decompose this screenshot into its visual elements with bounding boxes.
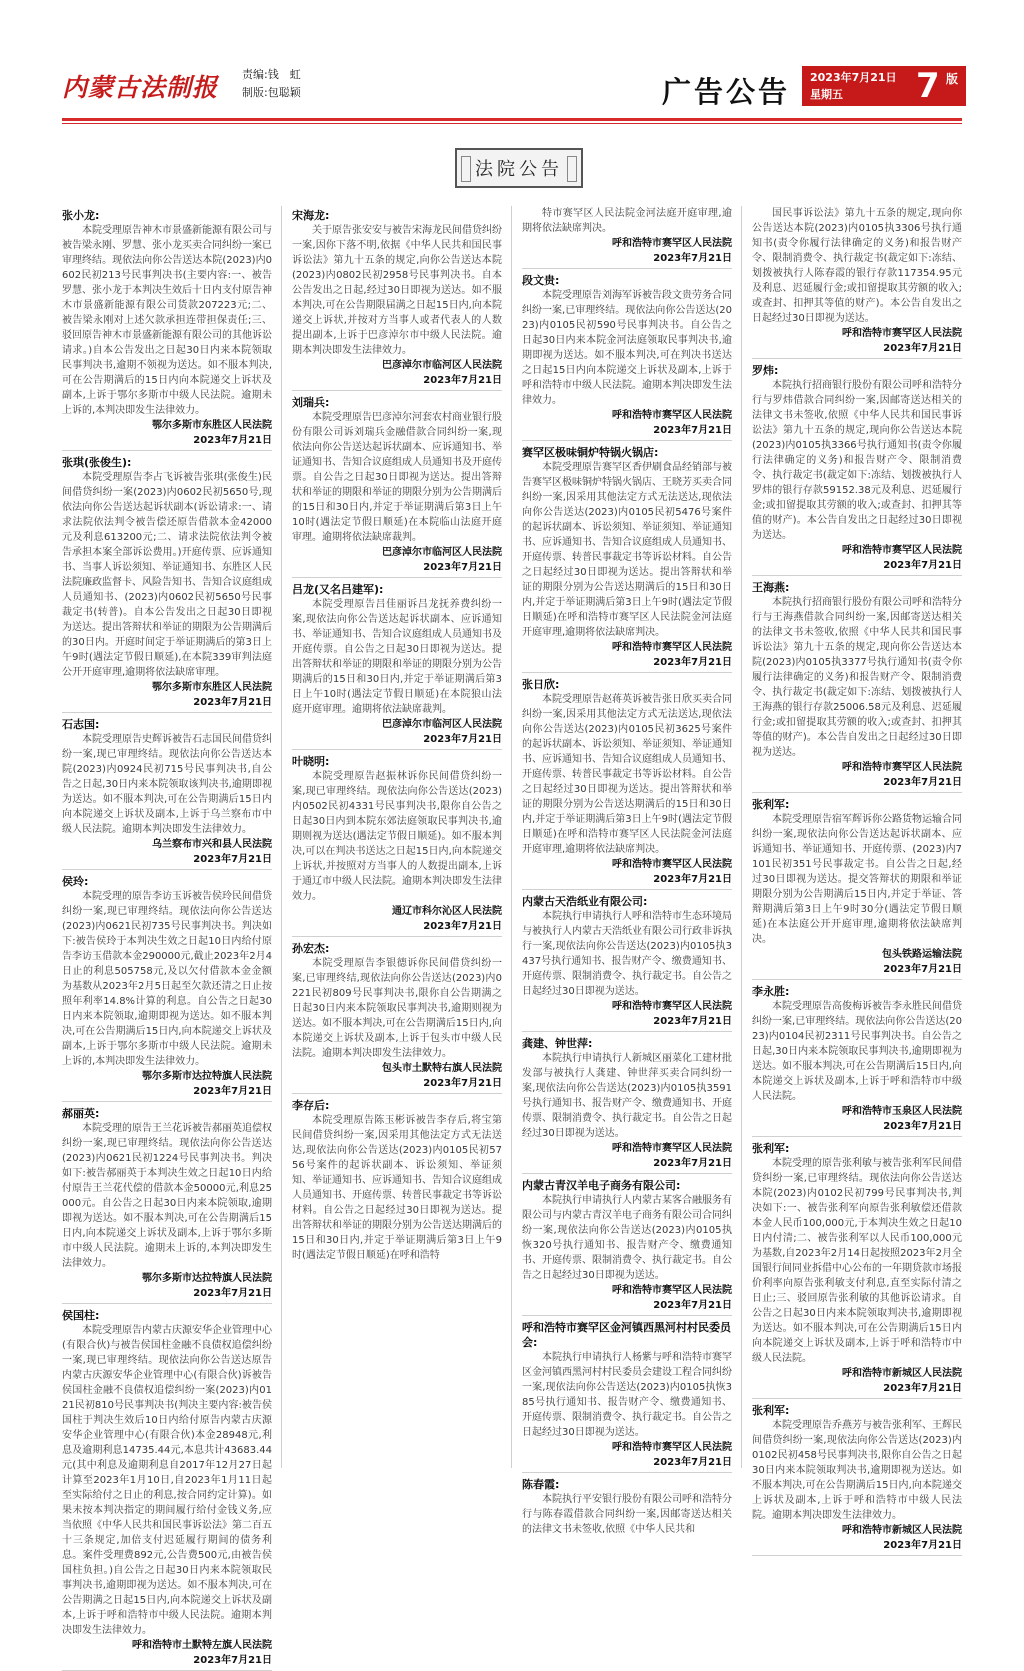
court-notice — [292, 754, 502, 937]
notice-body: 本院受理原告赛罕区香伊刷食品经销部与被告赛罕区极味铜炉特锅火锅店、王晓芳买卖合同纠纷一案,因采用其他法定方式无法送达,现依法向你公告送达(2023)内0105民初5476号案件的起诉状副本、诉讼须知、举证须知、举证通知书、应诉通知书、告知合议庭组成人员通知书、开庭传票、转普民事裁定书等诉讼材料。自公告之日起经过30日即视为送达。提出答辩状和举证的期限分别为公告送达期满后的15日和30日内,并定于举证期满后第3日上午9时(遇法定节假日顺延)在呼和浩特市赛罕区人民法院金河法庭开庭审理,逾期将依法缺席判决。 — [522, 462, 732, 638]
notice-body: 本院受理原告赵蒋英诉被告张日欣买卖合同纠纷一案,因采用其他法定方式无法送达,现依法向你公告送达(2023)内0105民初3625号案件的起诉状副本、诉讼须知、举证须知、举证通知书、应诉通知书、告知合议庭组成人员通知书、开庭传票、转普民事裁定书等诉讼材料。自公告之日起经过30日即视为送达。提出答辩状和举证的期限分别为公告送达期满后的15日和30日内,并定于举证期满后第3日上午9时(遇法定节假日顺延)在呼和浩特市赛罕区人民法院金河法庭开庭审理,逾期将依法缺席判决。 — [522, 694, 732, 855]
court-notice — [752, 580, 962, 793]
notice-heading: 张利军: — [752, 1404, 790, 1417]
notice-date: 2023年7月21日 — [522, 872, 732, 890]
court-notice — [292, 941, 502, 1094]
notice-court-name: 包头铁路运输法院 — [882, 949, 962, 960]
notice-heading: 赛罕区极味铜炉特锅火锅店: — [522, 446, 659, 459]
notice-date: 2023年7月21日 — [62, 1286, 272, 1304]
notice-body: 本院受理原告李银德诉你民间借贷纠纷一案,已审理终结,现依法向你公告送达(2023)内0221民初809号民事判决书,限你自公告期满之日起30日内来本院领取民事判决书,逾期则视为送达。如不服本判决,可在公告期满后15日内,向本院递交上诉状及副本,上诉于包头市中级人民法院。逾期本判决即发生法律效力。 — [292, 958, 502, 1059]
banner-title: 法院公告 — [475, 159, 563, 180]
notice-court-name: 巴彦淖尔市临河区人民法院 — [382, 547, 502, 558]
notice-court-name: 呼和浩特市赛罕区人民法院 — [842, 328, 962, 339]
notice-heading: 侯玲: — [62, 875, 89, 888]
court-notice — [62, 874, 272, 1102]
notice-heading: 张琪(张俊生): — [62, 456, 132, 469]
notice-date: 2023年7月21日 — [292, 732, 502, 750]
notice-body: 本院受理原告高俊梅诉被告李永胜民间借贷纠纷一案,已审理终结。现依法向你公告送达(2023)内0104民初2311号民事判决书。自公告之日起,30日内来本院领取民事判决书,逾期即视为送达。如不服本判决,可在公告期满后15日内,向本院递交上诉状及副本,上诉于呼和浩特市中级人民法院。 — [752, 1001, 962, 1102]
notice-court-name: 乌兰察布市兴和县人民法院 — [152, 839, 272, 850]
notice-date: 2023年7月21日 — [292, 560, 502, 578]
court-notice — [752, 1141, 962, 1399]
court-notice — [292, 1098, 502, 1263]
notice-date: 2023年7月21日 — [752, 1119, 962, 1137]
notice-date: 2023年7月21日 — [62, 852, 272, 870]
notice-heading: 陈春霞: — [522, 1478, 560, 1491]
notice-heading: 呼和浩特市赛罕区金河镇西黑河村村民委员会: — [522, 1321, 731, 1349]
notice-columns — [62, 206, 962, 1666]
column-1 — [62, 206, 272, 1666]
court-notice — [522, 1320, 732, 1473]
notice-court-name: 呼和浩特市新城区人民法院 — [842, 1525, 962, 1536]
section-title: 广告公告 — [662, 75, 791, 109]
notice-date: 2023年7月21日 — [752, 775, 962, 793]
notice-court-name: 呼和浩特市土默特左旗人民法院 — [132, 1640, 272, 1651]
court-notice — [522, 677, 732, 890]
notice-date: 2023年7月21日 — [62, 1653, 272, 1671]
notice-date: 2023年7月21日 — [292, 919, 502, 937]
page-number-box — [908, 66, 966, 106]
notice-court-name: 呼和浩特市赛罕区人民法院 — [612, 410, 732, 421]
court-notice — [292, 582, 502, 750]
court-notice — [522, 1036, 732, 1174]
notice-body: 本院执行申请执行人内蒙古某客合融服务有限公司与内蒙古青汉羊电子商务有限公司合同纠纷一案,现依法向你公告送达(2023)内0105执恢320号执行通知书、报告财产令、缴费通知书、开庭传票、限制消费令、执行裁定书。自公告之日起经过30日即视为送达。 — [522, 1195, 732, 1281]
notice-heading: 龚建、钟世萍: — [522, 1037, 593, 1050]
notice-court-name: 呼和浩特市赛罕区人民法院 — [842, 545, 962, 556]
notice-body: 本院受理原告李占飞诉被告张琪(张俊生)民间借贷纠纷一案(2023)内0602民初5650号,现依法向你公告送达起诉状副本(诉讼请求:一、请求法院依法判令被告偿还原告借款本金42000元及利息613200元;二、请求法院依法判令被告承担本案全部诉讼费用。)开庭传票、应诉通知书、当事人诉讼须知、举证通知书、东胜区人民法院廉政监督卡、风险告知书、告知合议庭组成人员通知书、(2023)内0602民初5650号民事裁定书(转普)。自本公告发出之日起30日即视为送达。提出答辩状和举证的期限为公告期满后的30日内。开庭时间定于举证期满后的第3日上午9时(遇法定节假日顺延),在本院339审判法庭公开开庭审理,逾期将依法缺席审理。 — [62, 472, 272, 678]
court-notice — [62, 1308, 272, 1671]
notice-body: 本院执行招商银行股份有限公司呼和浩特分行与罗炜借款合同纠纷一案,因邮寄送达相关的法律文书未签收,依照《中华人民共和国民事诉讼法》第九十五条的规定,现向你公告送达本院(2023)内0105执3366号执行通知书(责令你履行法律确定的义务)和报告财产令、限制消费令、执行裁定书(裁定如下:冻结、划拨被执行人罗炜的银行存款59152.38元及利息、迟延履行金;或扣留提取其劳额的收入;或查封、扣押其等值的财产)。本公告自发出之日起经过30日即视为送达。 — [752, 380, 962, 541]
notice-court-name: 呼和浩特市玉泉区人民法院 — [842, 1106, 962, 1117]
issue-date-box — [802, 66, 908, 106]
notice-heading: 李永胜: — [752, 985, 790, 998]
notice-date: 2023年7月21日 — [752, 1381, 962, 1399]
court-notice — [752, 797, 962, 980]
notice-heading: 李存后: — [292, 1099, 330, 1112]
notice-court-name: 呼和浩特市赛罕区人民法院 — [612, 859, 732, 870]
notice-heading: 张利军: — [752, 1142, 790, 1155]
notice-heading: 宋海龙: — [292, 209, 330, 222]
notice-court-name: 鄂尔多斯市东胜区人民法院 — [152, 420, 272, 431]
notice-body: 本院执行平安银行股份有限公司呼和浩特分行与陈春霞借款合同纠纷一案,因邮寄送达相关的法律文书未签收,依照《中华人民共和 — [522, 1494, 732, 1535]
notice-heading: 吕龙(又名吕建军): — [292, 583, 384, 596]
court-notice — [62, 455, 272, 713]
notice-heading: 郝丽英: — [62, 1107, 100, 1120]
notice-body: 本院执行申请执行人杨紫与呼和浩特市赛罕区金河镇西黑河村村民委员会建设工程合同纠纷一案,现依法向你公告送达(2023)内0105执恢385号执行通知书、报告财产令、缴费通知书、开庭传票、限制消费令、执行裁定书。自公告之日起经过30日即视为送达。 — [522, 1352, 732, 1438]
court-notice — [522, 1477, 732, 1537]
notice-date: 2023年7月21日 — [522, 1014, 732, 1032]
notice-date: 2023年7月21日 — [292, 1076, 502, 1094]
notice-body: 本院受理原告赵振林诉你民间借贷纠纷一案,现已审理终结。现依法向你公告送达(2023)内0502民初4331号民事判决书,限你自公告之日起30日内到本院东郊法庭领取民事判决书,逾期则视为送达(遇法定节假日顺延)。如不服本判决,可以在判决书送达之日起15日内,向本院递交上诉状,并按照对方当事人的人数提出副本,上诉于通辽市中级人民法院。逾期本判决即发生法律效力。 — [292, 771, 502, 902]
court-notice — [292, 395, 502, 578]
notice-body: 国民事诉讼法》第九十五条的规定,现向你公告送达本院(2023)内0105执3306号执行通知书(责令你履行法律确定的义务)和报告财产令、限制消费令、执行裁定书(裁定如下:冻结、划拨被执行人陈春霞的银行存款117354.95元及利息、迟延履行金;或扣留提取其劳额的收入;或查封、扣押其等值的财产)。本公告自发出之日起经过30日即视为送达。 — [752, 208, 962, 324]
masthead — [62, 62, 962, 118]
issue-weekday: 星期五 — [810, 88, 843, 101]
notice-heading: 王海燕: — [752, 581, 790, 594]
notice-heading: 张利军: — [752, 798, 790, 811]
masthead-rule-thin — [62, 123, 962, 124]
notice-heading: 张小龙: — [62, 209, 100, 222]
notice-court-name: 呼和浩特市新城区人民法院 — [842, 1368, 962, 1379]
notice-date: 2023年7月21日 — [752, 558, 962, 576]
column-2 — [292, 206, 502, 1468]
notice-heading: 石志国: — [62, 718, 100, 731]
notice-court-name: 通辽市科尔沁区人民法院 — [392, 906, 502, 917]
notice-court-name: 巴彦淖尔市临河区人民法院 — [382, 719, 502, 730]
notice-body: 本院受理的原告王兰花诉被告郝丽英追偿权纠纷一案,现已审理终结。现依法向你公告送达(2023)内0621民初1224号民事判决书。判决如下:被告郝丽英于本判决生效之日起10日内给付原告王兰花代偿的借款本金50000元,利息25000元。自公告之日起30日内来本院领取,逾期即视为送达。如不服本判决,可在公告期满后15日内,向本院递交上诉状及副本,上诉于鄂尔多斯市中级人民法院。逾期未上诉的,本判决即发生法律效力。 — [62, 1123, 272, 1269]
designer-line: 制版:包聪颖 — [242, 86, 301, 99]
notice-body: 本院受理原告乔燕芳与被告张利军、王辉民间借贷纠纷一案,现依法向你公告送达(2023)内0102民初458号民事判决书,限你自公告之日起30日内来本院领取判决书,逾期即视为送达。如不服本判决,可在公告期满后15日内,向本院递交上诉状及副本,上诉于呼和浩特市中级人民法院。逾期本判决即发生法律效力。 — [752, 1420, 962, 1521]
notice-body: 本院受理原告神木市景盛新能源有限公司与被告梁永刚、罗慧、张小龙买卖合同纠纷一案已审理终结。现依法向你公告送达本院(2023)内0602民初213号民事判决书(主要内容:一、被告罗慧、张小龙于本判决生效后十日内支付原告神木市景盛新能源有限公司货款207223元;二、被告梁永刚对上述欠款承担连带担保责任;三、驳回原告神木市景盛新能源有限公司的其他诉讼请求。)自本公告发出之日起30日内来本院领取民事判决书,逾期不领视为送达。如不服本判决,可在公告期满后的15日内向本院递交上诉状及副本,上诉于鄂尔多斯市中级人民法院。逾期未上诉的,本判决即发生法律效力。 — [62, 225, 272, 416]
notice-court-name: 鄂尔多斯市达拉特旗人民法院 — [142, 1273, 272, 1284]
court-notice — [292, 208, 502, 391]
notice-court-name: 呼和浩特市赛罕区人民法院 — [612, 1001, 732, 1012]
page-suffix: 版 — [946, 72, 959, 86]
notice-court-name: 鄂尔多斯市达拉特旗人民法院 — [142, 1071, 272, 1082]
column-4 — [752, 206, 962, 1551]
court-notice — [752, 206, 962, 359]
newspaper-logo: 内蒙古法制报 — [62, 73, 219, 102]
column-divider — [741, 206, 742, 1468]
court-notice — [522, 206, 732, 269]
notice-heading: 侯国柱: — [62, 1309, 100, 1322]
notice-heading: 罗炜: — [752, 364, 779, 377]
court-notice — [752, 363, 962, 576]
notice-date: 2023年7月21日 — [522, 251, 732, 269]
court-notice — [522, 273, 732, 441]
notice-heading: 内蒙古天浩纸业有限公司: — [522, 895, 648, 908]
notice-date: 2023年7月21日 — [522, 1455, 732, 1473]
court-notice — [522, 894, 732, 1032]
court-notice-banner — [455, 148, 583, 188]
notice-body: 特市赛罕区人民法院金河法庭开庭审理,逾期将依法缺席判决。 — [522, 208, 732, 234]
notice-body: 本院执行申请执行人呼和浩特市生态环境局与被执行人内蒙古天浩纸业有限公司行政非诉执行一案,现依法向你公告送达(2023)内0105执3437号执行通知书、报告财产令、缴费通知书、开庭传票、限制消费令、执行裁定书。自公告之日起经过30日即视为送达。 — [522, 911, 732, 997]
notice-court-name: 呼和浩特市赛罕区人民法院 — [612, 1143, 732, 1154]
column-divider — [281, 206, 282, 1468]
notice-heading: 内蒙古青汉羊电子商务有限公司: — [522, 1179, 681, 1192]
notice-body: 本院受理原告巴彦淖尔河套农村商业银行股份有限公司诉刘瑞兵金融借款合同纠纷一案,现依法向你公告送达起诉状副本、应诉通知书、举证通知书、告知合议庭组成人员通知书及开庭传票。自公告之日起30日即视为送达。提出答辩状和举证的期限和举证的期限分别为公告期满后的15日和30日内,并定于举证期满后第3日上午10时(遇法定节假日顺延)在本院临山法庭开庭审理。逾期将依法缺席裁判。 — [292, 412, 502, 543]
notice-date: 2023年7月21日 — [752, 962, 962, 980]
notice-date: 2023年7月21日 — [752, 341, 962, 359]
notice-court-name: 巴彦淖尔市临河区人民法院 — [382, 360, 502, 371]
notice-body: 本院执行申请执行人新城区丽菜化工建材批发部与被执行人龚建、钟世萍买卖合同纠纷一案,现依法向你公告送达(2023)内0105执3591号执行通知书、报告财产令、缴费通知书、开庭传票、限制消费令、执行裁定书。自公告之日起经过30日即视为送达。 — [522, 1053, 732, 1139]
notice-body: 本院执行招商银行股份有限公司呼和浩特分行与王海燕借款合同纠纷一案,因邮寄送达相关的法律文书未签收,依照《中华人民共和国民事诉讼法》第九十五条的规定,现向你公告送达本院(2023)内0105执3377号执行通知书(责令你履行法律确定的义务)和报告财产令、限制消费令、执行裁定书(裁定如下:冻结、划拨被执行人王海燕的银行存款25006.58元及利息、迟延履行金;或扣留提取其劳额的收入;或查封、扣押其等值的财产)。本公告自发出之日起经过30日即视为送达。 — [752, 597, 962, 758]
notice-body: 本院受理原告内蒙古庆源安华企业管理中心(有限合伙)与被告侯国柱金融不良债权追偿纠纷一案,现已审理终结。现依法向你公告送达原告内蒙古庆源安华企业管理中心(有限合伙)诉被告侯国柱金融不良债权追偿纠纷一案(2023)内0121民初810号民事判决书(判决主要内容:被告侯国柱于判决生效后10日内给付原告内蒙古庆源安华企业管理中心(有限合伙)本金28948元,利息及逾期利息14735.44元,本息共计43683.44元(其中利息及逾期利息自2017年12月27日起计算至2023年1月10日,自2023年1月11日起至实际给付之日止的利息,按合同约定计算)。如果未按本判决指定的期间履行给付金钱义务,应当依照《中华人民共和国民事诉讼法》第二百五十三条规定,加倍支付迟延履行期间的债务利息。案件受理费892元,公告费500元,由被告侯国柱负担。)自公告之日起30日内来本院领取民事判决书,逾期即视为送达。如不服本判决,可在公告期满之日起15日内,向本院递交上诉状及副本,上诉于呼和浩特市中级人民法院。逾期本判决即发生法律效力。 — [62, 1325, 272, 1636]
notice-date: 2023年7月21日 — [62, 695, 272, 713]
notice-date: 2023年7月21日 — [62, 433, 272, 451]
page-number: 7 — [916, 66, 940, 106]
notice-court-name: 呼和浩特市赛罕区人民法院 — [612, 642, 732, 653]
notice-date: 2023年7月21日 — [522, 1156, 732, 1174]
notice-court-name: 呼和浩特市赛罕区人民法院 — [612, 238, 732, 249]
notice-heading: 段文贵: — [522, 274, 560, 287]
court-notice — [522, 1178, 732, 1316]
notice-date: 2023年7月21日 — [752, 1538, 962, 1556]
notice-body: 本院受理的原告张利敏与被告张利军民间借贷纠纷一案,已审理终结。现依法向你公告送达本院(2023)内0102民初799号民事判决书,判决如下:一、被告张利军向原告张利敏偿还借款本金人民币100,000元,于本判决生效之日起10日内付清;二、被告张利军以人民币100,000元为基数,自2023年2月14日起按照2023年2月全国银行间同业拆借中心公布的一年期贷款市场报价利率向原告张利敏支付利息,直至实际付清之日止;三、驳回原告张利敏的其他诉讼请求。自公告之日起30日内来本院领取判决书,逾期即视为送达。如不服本判决,可在公告期满后15日内向本院递交上诉状及副本,上诉于呼和浩特市中级人民法院。 — [752, 1158, 962, 1364]
notice-heading: 刘瑞兵: — [292, 396, 330, 409]
notice-court-name: 呼和浩特市赛罕区人民法院 — [612, 1442, 732, 1453]
court-notice — [62, 1106, 272, 1304]
notice-date: 2023年7月21日 — [62, 1084, 272, 1102]
notice-date: 2023年7月21日 — [292, 373, 502, 391]
notice-heading: 孙宏杰: — [292, 942, 330, 955]
court-notice — [62, 717, 272, 870]
court-notice — [62, 208, 272, 451]
notice-court-name: 呼和浩特市赛罕区人民法院 — [842, 762, 962, 773]
notice-heading: 叶晓明: — [292, 755, 330, 768]
notice-body: 本院受理原告宿军辉诉你公路货物运输合同纠纷一案,现依法向你公告送达起诉状副本、应诉通知书、举证通知书、开庭传票、(2023)内7101民初351号民事裁定书。自公告之日起,经过30日即视为送达。提交答辩状的期限和举证期限分别为公告期满后15日内,并定于举证、答辩期满后第3日上午9时30分(遇法定节假日顺延)在本法庭公开开庭审理,逾期将依法缺席判决。 — [752, 814, 962, 945]
notice-court-name: 鄂尔多斯市东胜区人民法院 — [152, 682, 272, 693]
column-3 — [522, 206, 732, 1535]
notice-heading: 张日欣: — [522, 678, 560, 691]
editor-line: 责编:钱 虹 — [242, 68, 301, 81]
court-notice — [752, 984, 962, 1137]
notice-body: 本院受理原告史辉诉被告石志国民间借贷纠纷一案,现已审理终结。现依法向你公告送达本院(2023)内0924民初715号民事判决书,自公告之日起,30日内来本院领取该判决书,逾期即视为送达。如不服本判决,可在公告期满后15日内向本院递交上诉状及副本,上诉于乌兰察布市中级人民法院。逾期本判决即发生法律效力。 — [62, 734, 272, 835]
editor-credits — [242, 66, 301, 102]
notice-date: 2023年7月21日 — [522, 655, 732, 673]
notice-court-name: 呼和浩特市赛罕区人民法院 — [612, 1285, 732, 1296]
notice-body: 本院受理的原告李访玉诉被告侯玲民间借贷纠纷一案,现已审理终结。现依法向你公告送达(2023)内0621民初735号民事判决书。判决如下:被告侯玲于本判决生效之日起10日内给付原告李访玉借款本金290000元,截止2023年2月4日止的利息505758元,及以欠付借款本金金额为基数从2023年2月5日起至欠款还清之日止按照年利率14.8%计算的利息。自公告之日起30日内来本院领取,逾期即视为送达。如不服本判决,可在公告期满后15日内,向本院递交上诉状及副本,上诉于鄂尔多斯市中级人民法院。逾期未上诉的,本判决即发生法律效力。 — [62, 891, 272, 1067]
notice-court-name: 包头市土默特右旗人民法院 — [382, 1063, 502, 1074]
column-divider — [511, 206, 512, 1468]
court-notice — [522, 445, 732, 673]
notice-body: 本院受理原告吕佳丽诉吕龙抚养费纠纷一案,现依法向你公告送达起诉状副本、应诉通知书、举证通知书、告知合议庭组成人员通知书及开庭传票。自公告之日起30日即视为送达。提出答辩状和举证的期限和举证的期限分别为公告期满后的15日和30日内,并定于举证期满后第3日上午10时(遇法定节假日顺延)在本院狼山法庭开庭审理。逾期将依法缺席裁判。 — [292, 599, 502, 715]
issue-date: 2023年7月21日 — [810, 71, 897, 84]
notice-body: 关于原告张安安与被告宋海龙民间借贷纠纷一案,因你下落不明,依据《中华人民共和国民事诉讼法》第九十五条的规定,向你公告送达本院(2023)内0802民初2958号民事判决书。自本公告发出之日起,经过30日即视为送达。如不服本判决,可在公告期限届满之日起15日内,向本院递交上诉状,并按对方当事人或者代表人的人数提出副本,上诉于巴彦淖尔市中级人民法院。逾期本判决即发生法律效力。 — [292, 225, 502, 356]
masthead-rule — [62, 118, 962, 121]
notice-body: 本院受理原告刘海军诉被告段文贵劳务合同纠纷一案,已审理终结。现依法向你公告送达(2023)内0105民初590号民事判决书。自公告之日起30日内来本院金河法庭领取民事判决书,逾期即视为送达。如不服本判决,可在判决书送达之日起15日内向本院递交上诉状及副本,上诉于呼和浩特市中级人民法院。逾期本判决即发生法律效力。 — [522, 290, 732, 406]
notice-date: 2023年7月21日 — [522, 423, 732, 441]
notice-body: 本院受理原告陈玉彬诉被告李存后,将宝第民间借贷纠纷一案,因采用其他法定方式无法送达,现依法向你公告送达(2023)内0105民初5756号案件的起诉状副本、诉讼须知、举证须知、举证通知书、应诉通知书、告知合议庭组成人员通知书、开庭传票、转普民事裁定书等诉讼材料。自公告之日起经过30日即视为送达。提出答辩状和举证的期限分别为公告送达期满后的15日和30日内,并定于举证期满后第3日上午9时(遇法定节假日顺延)在呼和浩特 — [292, 1115, 502, 1261]
notice-date: 2023年7月21日 — [522, 1298, 732, 1316]
court-notice — [752, 1403, 962, 1556]
